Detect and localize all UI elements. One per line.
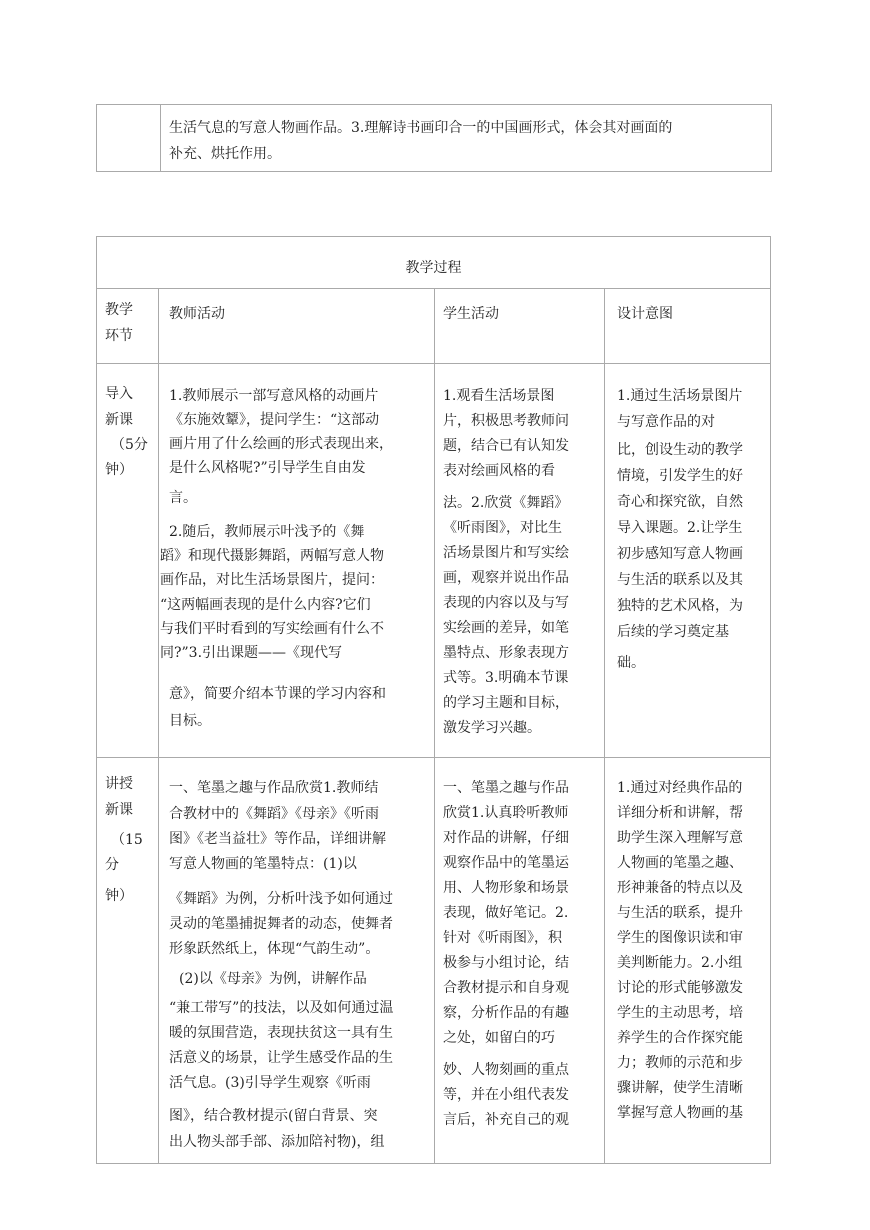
design-line: 力；教师的示范和步 [617,1055,743,1071]
stage-line: 钟） [105,888,133,904]
student-line: 用、人物形象和场景 [443,880,569,896]
student-line: 妙、人物刻画的重点 [443,1062,569,1078]
student-line: 题，结合已有认知发 [443,438,569,454]
teacher-line: 活意义的场景，让学生感受作品的生 [169,1050,393,1066]
stage-line: 讲授 [105,776,133,792]
student-line: 等，并在小组代表发 [443,1087,569,1103]
teacher-line: 言。 [169,490,197,506]
teacher-line: 暖的氛围营造，表现扶贫这一具有生 [169,1025,393,1041]
teacher-line: “兼工带写”的技法，以及如何通过温 [169,1000,394,1016]
student-line: 对作品的讲解，仔细 [443,830,569,846]
design-line: 学生的主动思考，培 [617,1005,743,1021]
design-line: 比，创设生动的教学 [617,442,743,458]
design-line: 与生活的联系以及其 [617,572,743,588]
student-line: 1.观看生活场景图 [443,388,555,404]
table-divider [160,105,161,171]
student-line: 察，分析作品的有趣 [443,1005,569,1021]
teacher-line: 画作品，对比生活场景图片，提问： [160,572,384,588]
teacher-line: (2)以《母亲》为例，讲解作品 [179,971,367,987]
stage-line: （15 [111,832,143,848]
design-line: 础。 [617,655,645,671]
stage-line: 新课 [105,412,133,428]
student-line: 表现的内容以及与写 [443,595,569,611]
student-line: 言后，补充自己的观 [443,1112,569,1128]
teacher-line: 合教材中的《舞蹈》《母亲》《听雨 [169,806,379,822]
student-line: 实绘画的差异，如笔 [443,620,569,636]
design-line: 人物画的笔墨之趣、 [617,855,743,871]
student-line: 法。2.欣赏《舞蹈》 [443,495,569,511]
teacher-line: 出人物头部手部、添加陪衬物)，组 [169,1134,385,1150]
header-design: 设计意图 [617,306,673,322]
table-title: 教学过程 [405,260,462,276]
student-line: 表现，做好笔记。2. [443,905,569,921]
design-line: 详细分析和讲解，帮 [617,805,743,821]
teacher-line: 2.随后，教师展示叶浅予的《舞 [169,524,365,540]
teacher-line: 《东施效颦》，提问学生：“这部动 [169,412,380,428]
design-line: 助学生深入理解写意 [617,830,743,846]
student-line: 激发学习兴趣。 [443,720,541,736]
stage-line: 导入 [105,386,133,402]
student-line: 《听雨图》，对比生 [443,520,562,536]
student-line: 合教材提示和自身观 [443,980,569,996]
design-line: 1.通过生活场景图片 [617,388,743,404]
design-line: 形神兼备的特点以及 [617,880,743,896]
design-line: 1.通过对经典作品的 [617,780,743,796]
teacher-line: 灵动的笔墨捕捉舞者的动态，使舞者 [169,916,393,932]
student-line: 极参与小组讨论，结 [443,955,569,971]
design-line: 养学生的合作探究能 [617,1030,743,1046]
teacher-line: 1.教师展示一部写意风格的动画片 [169,388,379,404]
teacher-line: “这两幅画表现的是什么内容?它们 [160,597,371,613]
teacher-line: 蹈》和现代摄影舞蹈，两幅写意人物 [160,548,384,564]
design-line: 美判断能力。2.小组 [617,955,743,971]
objectives-line-1: 生活气息的写意人物画作品。3.理解诗书画印合一的中国画形式，体会其对画面的 [169,120,673,136]
design-line: 奇心和探究欲，自然 [617,494,743,510]
student-line: 欣赏1.认真聆听教师 [443,805,569,821]
header-teacher: 教师活动 [169,306,225,322]
design-line: 讨论的形式能够激发 [617,980,743,996]
student-line: 片，积极思考教师问 [443,413,569,429]
teacher-line: 同?”3.引出课题——《现代写 [160,645,343,661]
design-line: 学生的图像识读和审 [617,930,743,946]
teaching-process-table [96,236,771,1164]
objectives-table [96,104,772,172]
teacher-line: 活气息。(3)引导学生观察《听雨 [169,1075,371,1091]
design-line: 骤讲解，使学生清晰 [617,1080,743,1096]
student-line: 画，观察并说出作品 [443,570,569,586]
student-line: 活场景图片和写实绘 [443,545,569,561]
student-line: 之处，如留白的巧 [443,1030,555,1046]
header-student: 学生活动 [443,306,499,322]
teacher-line: 形象跃然纸上，体现“气韵生动”。 [169,941,380,957]
stage-line: （5分 [111,437,148,453]
teacher-line: 写意人物画的笔墨特点：(1)以 [169,856,357,872]
column-divider [158,288,159,1163]
teacher-line: 图》《老当益壮》等作品，详细讲解 [169,831,386,847]
objectives-line-2: 补充、烘托作用。 [169,146,281,162]
student-line: 一、笔墨之趣与作品 [443,780,569,796]
teacher-line: 意》，简要介绍本节课的学习内容和 [169,686,386,702]
design-line: 独特的艺术风格，为 [617,598,743,614]
student-line: 观察作品中的笔墨运 [443,855,569,871]
design-line: 与写意作品的对 [617,414,715,430]
student-line: 表对绘画风格的看 [443,463,555,479]
teacher-line: 《舞蹈》为例，分析叶浅予如何通过 [169,891,393,907]
teacher-line: 是什么风格呢?”引导学生自由发 [169,460,366,476]
design-line: 后续的学习奠定基 [617,624,729,640]
column-divider [604,288,605,1163]
header-stage-line-1: 教学 [105,302,133,318]
teacher-line: 图》，结合教材提示(留白背景、突 [169,1108,378,1124]
design-line: 与生活的联系，提升 [617,905,743,921]
student-line: 针对《听雨图》，积 [443,930,562,946]
column-divider [434,288,435,1163]
design-line: 初步感知写意人物画 [617,546,743,562]
design-line: 掌握写意人物画的基 [617,1105,743,1121]
teacher-line: 与我们平时看到的写实绘画有什么不 [160,621,384,637]
stage-line: 新课 [105,802,133,818]
design-line: 导入课题。2.让学生 [617,520,743,536]
stage-line: 钟） [105,462,133,478]
design-line: 情境，引发学生的好 [617,468,743,484]
teacher-line: 画片用了什么绘画的形式表现出来， [169,436,393,452]
stage-line: 分 [105,857,119,873]
student-line: 式等。3.明确本节课 [443,670,569,686]
header-stage-line-2: 环节 [105,328,133,344]
teacher-line: 一、笔墨之趣与作品欣赏1.教师结 [169,780,379,796]
student-line: 墨特点、形象表现方 [443,645,569,661]
teacher-line: 目标。 [169,713,211,729]
student-line: 的学习主题和目标， [443,695,569,711]
